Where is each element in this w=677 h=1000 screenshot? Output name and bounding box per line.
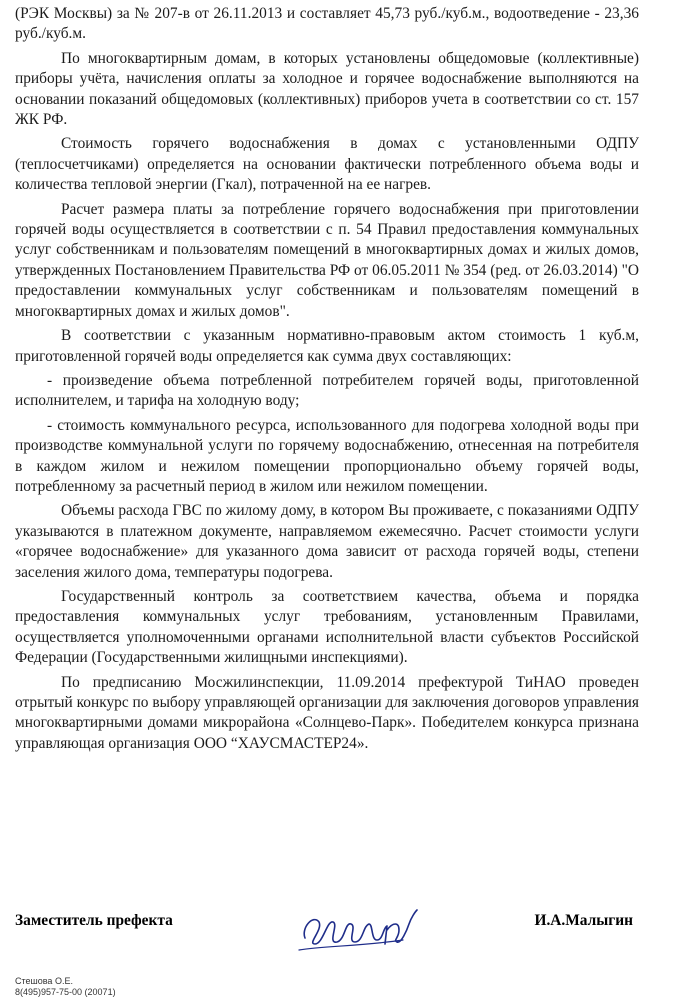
list-item-volume: - произведение объема потребленной потребителем горячей воды, приготовленной исполнителем, и тарифа на холодную воду; [15,371,639,410]
signature-block [15,902,639,962]
paragraph-volumes: Объемы расхода ГВС по жилому дому, в котором Вы проживаете, с показаниями ОДПУ указываются в платежном документе, направляемом ежемесячно. Расчет стоимости услуги «горячее водоснабжение» для указанного дома зависит от расхода горячей воды, степени заселения жилого дома, температуры подогрева. [15,502,639,581]
executor-footer [15,976,116,998]
paragraph-hot-water-cost: Стоимость горячего водоснабжения в домах с установленными ОДПУ (теплосчетчиками) определяется на основании фактически потребленного объема воды и количества тепловой энергии (Гкал), потраченной на ее нагрев. [15,135,639,194]
letter-body [15,4,639,754]
paragraph-tariff: (РЭК Москвы) за № 207-в от 26.11.2013 и составляет 45,73 руб./куб.м., водоотведение - 23,36 руб./куб.м. [15,5,639,43]
signer-name: И.А.Малыгин [534,912,633,929]
paragraph-state-control: Государственный контроль за соответствием качества, объема и порядка предоставления коммунальных услуг требованиям, установленным Правилами, осуществляется уполномоченными органами исполнительной власти субъектов Российской Федерации (Государственными жилищными инспекциями). [15,587,639,667]
paragraph-tender: По предписанию Мосжилинспекции, 11.09.2014 префектурой ТиНАО проведен отрытый конкурс по выбору управляющей организации для заключения договоров управления многоквартирными домами микрорайона «Солнцево-Парк». Победителем конкурса признана управляющая организация ООО “ХАУСМАСТЕР24». [15,673,640,752]
paragraph-components: В соответствии с указанным нормативно-правовым актом стоимость 1 куб.м, приготовленной горячей воды определяется как сумма двух составляющих: [15,327,639,365]
executor-name: Стешова О.Е. [15,976,73,986]
signer-position: Заместитель префекта [15,912,173,929]
handwritten-signature [293,900,423,956]
executor-phone: 8(495)957-75-00 (20071) [15,987,116,997]
paragraph-metering: По многоквартирным домам, в которых установлены общедомовые (коллективные) приборы учёта, начисления оплаты за холодное и горячее водоснабжение выполняются на основании показаний общедомовых (коллективных) приборов учета в соответствии со ст. 157 ЖК РФ. [15,49,639,129]
list-item-resource: - стоимость коммунального ресурса, использованного для подогрева холодной воды при производстве коммунальной услуги по горячему водоснабжению, отнесенная на потребителя в каждом жилом и нежилом помещении пропорционально объему горячей воды, потребленному за расчетный период в жилом или нежилом помещении. [15,416,639,495]
paragraph-calculation: Расчет размера платы за потребление горячего водоснабжения при приготовлении горячей воды осуществляется в соответствии с п. 54 Правил предоставления коммунальных услуг собственникам и пользователям помещений в многоквартирных домах и жилых домов, утвержденных Постановлением Правительства РФ от 06.05.2011 № 354 (ред. от 26.03.2014) "О предоставлении коммунальных услуг собственникам и пользователям помещений в многоквартирных домах и жилых домов". [15,200,639,320]
